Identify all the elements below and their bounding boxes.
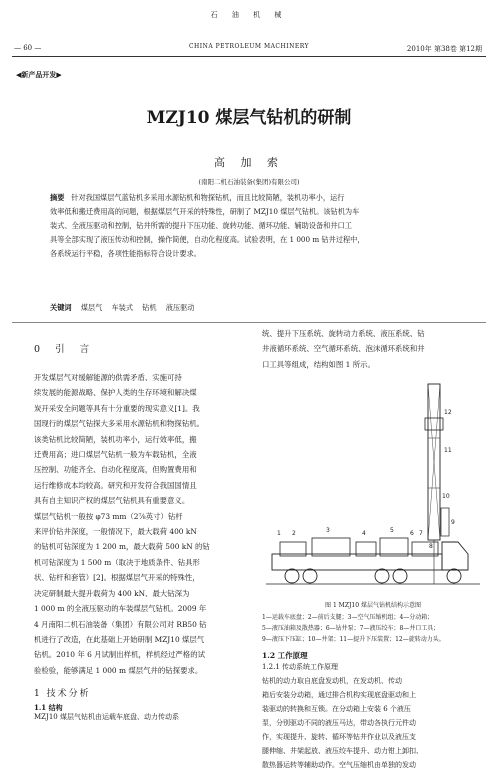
figure-label: 1: [277, 530, 281, 537]
caption-line: 9—液压下压缸；10—井架；11—提升下压装置；12—旋转动力头。: [262, 636, 445, 643]
wheel: [447, 569, 461, 583]
figure-label: 2: [292, 530, 296, 537]
body-line: 压控制、功能齐全、自动化程度高，但购置费用和: [34, 465, 197, 475]
body-line: 来评价钻井深度，一般情况下，最大载荷 400 kN: [34, 527, 197, 537]
keywords: [50, 303, 194, 313]
figure-label: 3: [326, 527, 330, 534]
abstract-line: 各系统运行平稳，各项性能指标符合设计要求。: [50, 249, 201, 258]
journal-name-cn: 石 油 机 械: [210, 11, 288, 19]
body-line: 炭开采安全问题等具有十分重要的现实意义[1]。我: [34, 403, 200, 413]
abstract-line: 针对我国煤层气蓝钻机多采用水源钻机和物探钻机，而且比较简陋，装机功率小，运行: [71, 193, 345, 202]
body-line: 验检验，能够满足 1 000 m 煤层气井的钻探要求。: [34, 665, 203, 675]
header-rule: [12, 56, 486, 57]
truck-chassis: [272, 554, 442, 570]
body-line: 续发展的能源战略、保护人类的生存环境和解决煤: [34, 388, 197, 398]
body-line: 决定研制最大提升载荷为 400 kN、最大钻深为: [34, 588, 190, 598]
body-line: 运行维修成本均较高。研究和开发符合我国国情且: [34, 480, 197, 490]
body-line: 装驱动的转换和互锁。在分动箱上安装 6 个液压: [262, 705, 411, 713]
figure-label: 11: [444, 447, 452, 454]
figure-label: 9: [451, 519, 455, 526]
body-line: 作，实现提升、旋转、循环等钻井作业以及液压支: [262, 733, 416, 741]
body-line: 4 月南阳二机石油装备（集团）有限公司对 RB50 钻: [34, 619, 207, 629]
column-tag: ◀新产品开发▶: [16, 71, 62, 79]
body-line: 泵，分别驱动不同的液压马达，带动各执行元件动: [262, 719, 416, 727]
air-compressor: [312, 538, 350, 556]
keywords-label: 关键词: [50, 303, 72, 312]
section-heading-tech: 1 技术分析: [34, 689, 91, 699]
figure-label: 5: [390, 527, 394, 534]
wheel: [375, 569, 389, 583]
caption-line: 1—运载车底盘；2—前后支腿；3—空气压缩机组；4—分动箱；: [262, 614, 434, 621]
body-line: 箱后安装分动箱，通过排合机构实现底盘驱动和上: [262, 691, 416, 699]
subsection-heading-structure: 1.1 结构: [34, 703, 63, 712]
abstract-line: 装式、全液压驱动和控制，钻井所需的提升下压功能、旋转功能、循环功能、辅助设备和井口工: [50, 221, 352, 230]
caption-line: 5—液压油箱及散热器；6—钻井泵；7—液压绞车；8—井口工具；: [262, 625, 440, 632]
hydraulic-cylinder: [441, 508, 449, 536]
figure-label: 4: [362, 530, 366, 537]
structure-line: MZJ10 煤层气钻机由运载车底盘、动力传动系: [34, 713, 179, 721]
hydraulic-tank: [380, 538, 408, 556]
abstract: [50, 191, 450, 261]
body-line: 1 000 m 的全液压驱动的车装煤层气钻机。2009 年: [34, 604, 207, 614]
author: 高 加 索: [214, 156, 284, 169]
wheel: [393, 569, 407, 583]
body-line: 该类钻机比较简陋，装机功率小，运行效率低，搬: [34, 434, 197, 444]
abstract-line: 效率低和搬迁费用高的问题，根据煤层气开采的特殊性，研制了 MZJ10 煤层气钻机。该钻机为车: [50, 207, 360, 216]
body-line: 散热器运转等辅助动作。空气压缩机由单独的发动: [262, 761, 416, 769]
keyword: 车装式: [111, 303, 134, 312]
keyword: 煤层气: [80, 303, 103, 312]
figure-caption: [262, 600, 484, 645]
section-divider: [12, 322, 486, 323]
figure-caption-title: 图 1 MZJ10 煤层气钻机结构示意图: [325, 602, 421, 609]
work-principle-body: [262, 674, 484, 769]
paper-title: MZJ10 煤层气钻机的研制: [146, 108, 352, 128]
figure-label: 7: [419, 530, 423, 537]
keyword: 液压驱动: [165, 303, 195, 312]
body-line: 腿伸缩、井架起放、液压绞车提升、动力钳上卸扣、: [262, 747, 423, 755]
abstract-line: 具等全部实现了液压传动和控制，操作简便，自动化程度高。试验表明，在 1 000 m 钻井过程中，: [50, 235, 365, 244]
section-heading-intro: 0 引 言: [34, 344, 96, 355]
wheel: [285, 569, 299, 583]
body-line: 的钻机可钻深度为 1 200 m，最大载荷 500 kN 的钻: [34, 542, 210, 552]
keyword: 钻机: [142, 303, 157, 312]
body-line: 状、钻杆和套管）[2]。根据煤层气开采的特殊性，: [34, 573, 200, 583]
body-line: 机进行了改造，在此基础上开始研制 MZJ10 煤层气: [34, 634, 205, 644]
body-line: 钻机的动力取自底盘发动机，在发动机、传动: [262, 677, 402, 685]
body-line: 口工具等组成，结构如图 1 所示。: [262, 359, 375, 369]
body-line: 煤层气钻机一般按 φ73 mm（2⅞英寸）钻杆: [34, 511, 183, 521]
body-line: 具有自主知识产权的煤层气钻机具有重要意义。: [34, 496, 190, 506]
body-line: 迁费用高；进口煤层气钻机一般为车载钻机，全液: [34, 450, 197, 460]
page-number: — 60 —: [14, 44, 42, 52]
figure-label: 12: [444, 409, 452, 416]
journal-name-en: CHINA PETROLEUM MACHINERY: [188, 43, 310, 50]
issue-info: 2010年 第38卷 第12期: [406, 45, 482, 53]
affiliation: (南阳二机石油装备(集团)有限公司): [198, 178, 300, 186]
truck-cab: [442, 542, 468, 570]
body-line: 机可钻深度为 1 500 m（取决于地质条件、钻具形: [34, 557, 200, 567]
figure-label: 10: [442, 493, 450, 500]
figure-label: 8: [429, 543, 433, 550]
body-line: 开发煤层气对缓解能源的供需矛盾、实施可持: [34, 373, 182, 382]
body-line: 国现行的煤层气钻探大多采用水源钻机和物探钻机。: [34, 419, 204, 429]
body-line: 统、提升下压系统、旋转动力系统、液压系统、钻: [262, 329, 425, 338]
wheel: [303, 569, 317, 583]
right-top-body: [262, 326, 484, 372]
intro-body: [34, 370, 252, 678]
subsection-heading-principle: 1.2 工作原理: [262, 651, 308, 660]
drilling-rig-figure: [262, 378, 484, 596]
subsection-heading-transmission: 1.2.1 传动系统工作原理: [262, 663, 339, 671]
body-line: 钻机。2010 年 6 月试制出样机，样机经过严格的试: [34, 650, 205, 660]
abstract-label: 摘要: [50, 193, 65, 202]
body-line: 井液循环系统、空气循环系统、泡沫循环系统和井: [262, 344, 425, 354]
figure-label: 6: [410, 530, 414, 537]
